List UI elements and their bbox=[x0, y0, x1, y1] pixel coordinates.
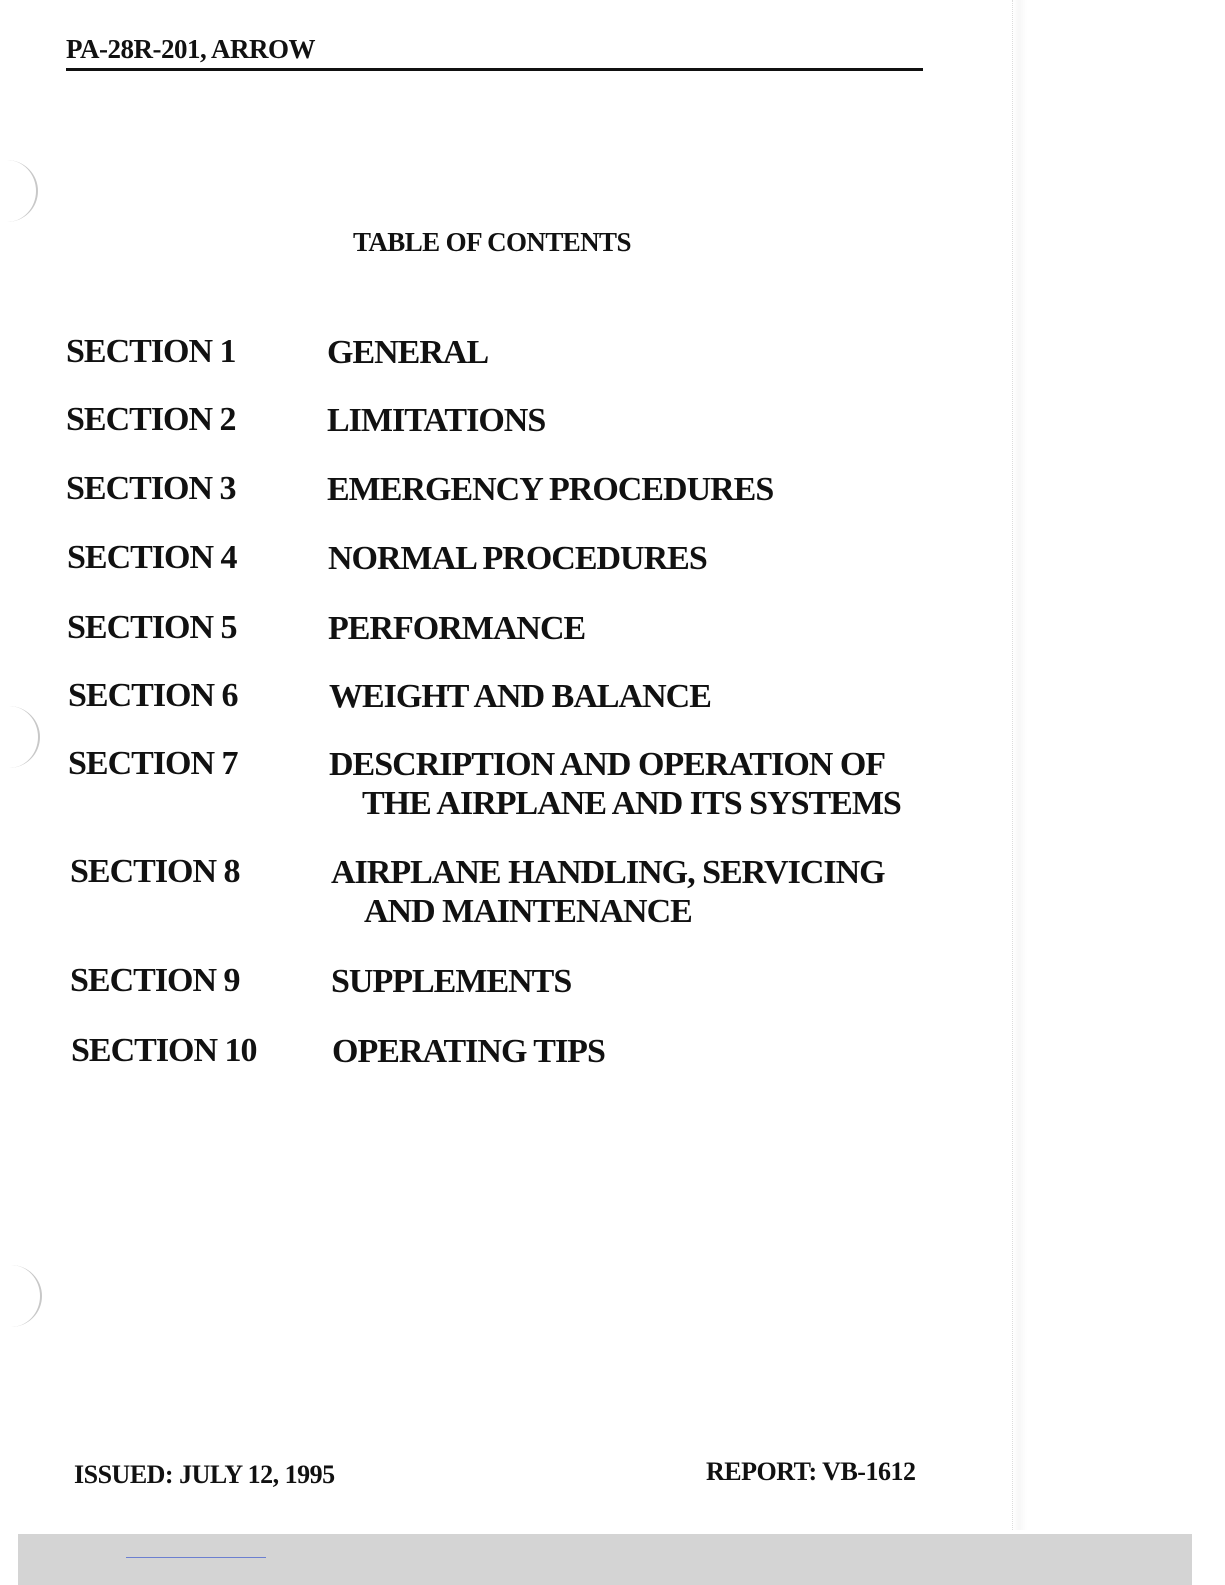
toc-section-title bbox=[329, 745, 901, 823]
toc-section-number: SECTION 10 bbox=[71, 1032, 257, 1069]
toc-section-title bbox=[331, 853, 885, 931]
toc-section-number: SECTION 9 bbox=[70, 962, 240, 999]
footer-issued-date: ISSUED: JULY 12, 1995 bbox=[74, 1460, 335, 1489]
footer-report-number: REPORT: VB-1612 bbox=[706, 1457, 916, 1486]
toc-section-title bbox=[327, 470, 773, 509]
toc-section-number: SECTION 7 bbox=[68, 745, 238, 782]
viewer-bottom-bar bbox=[18, 1534, 1192, 1585]
toc-title-line1: GENERAL bbox=[327, 334, 489, 371]
toc-title-line1: PERFORMANCE bbox=[328, 610, 586, 647]
toc-title-line1: WEIGHT AND BALANCE bbox=[329, 678, 711, 715]
toc-section-number: SECTION 5 bbox=[67, 609, 237, 646]
toc-title-line1: SUPPLEMENTS bbox=[331, 963, 572, 1000]
toc-title-line1: EMERGENCY PROCEDURES bbox=[327, 471, 774, 508]
toc-section-title bbox=[329, 677, 711, 716]
toc-title-line1: AIRPLANE HANDLING, SERVICING bbox=[331, 854, 885, 891]
toc-title-line1: NORMAL PROCEDURES bbox=[328, 540, 707, 577]
viewer-bottom-link-underline bbox=[126, 1557, 266, 1558]
toc-section-title bbox=[327, 401, 545, 440]
toc-heading: TABLE OF CONTENTS bbox=[353, 227, 631, 257]
toc-section-title bbox=[328, 609, 585, 648]
toc-title-line2: THE AIRPLANE AND ITS SYSTEMS bbox=[362, 785, 901, 822]
toc-title-line1: LIMITATIONS bbox=[327, 402, 546, 439]
toc-section-title bbox=[331, 962, 571, 1001]
toc-section-number: SECTION 6 bbox=[68, 677, 238, 714]
toc-title-line2: AND MAINTENANCE bbox=[364, 893, 692, 930]
toc-section-number: SECTION 3 bbox=[66, 470, 236, 507]
document-header-title: PA-28R-201, ARROW bbox=[66, 34, 315, 64]
toc-title-line1: DESCRIPTION AND OPERATION OF bbox=[329, 746, 886, 783]
toc-section-title bbox=[332, 1032, 605, 1071]
toc-section-title bbox=[328, 539, 707, 578]
toc-title-line1: OPERATING TIPS bbox=[332, 1033, 605, 1070]
toc-section-number: SECTION 1 bbox=[66, 333, 236, 370]
toc-section-number: SECTION 4 bbox=[67, 539, 237, 576]
toc-section-number: SECTION 8 bbox=[70, 853, 240, 890]
toc-section-number: SECTION 2 bbox=[66, 401, 236, 438]
toc-section-title bbox=[327, 333, 488, 372]
